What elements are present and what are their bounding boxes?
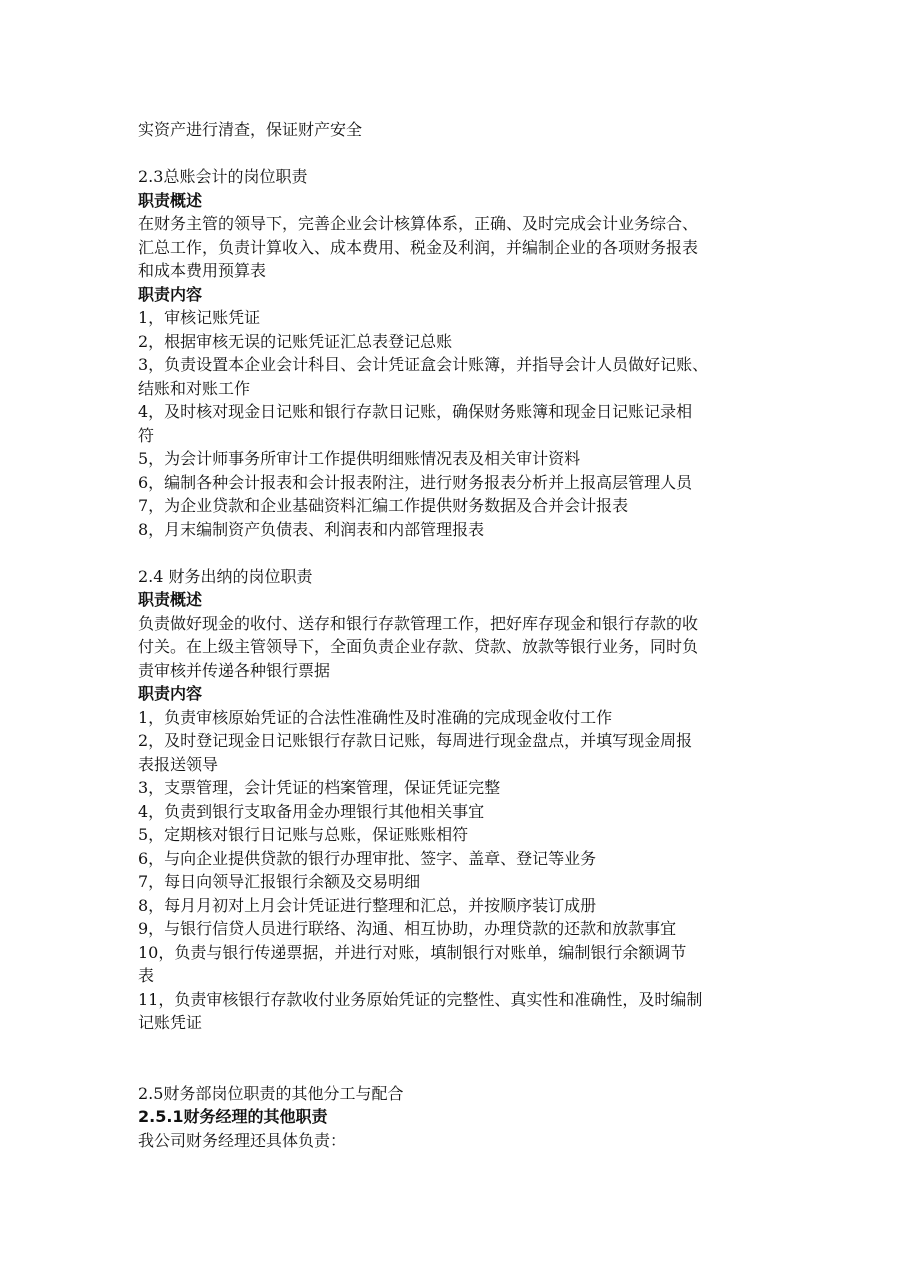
list-item: 1，负责审核原始凭证的合法性准确性及时准确的完成现金收付工作 [138,707,613,727]
list-item: 1，审核记账凭证 [138,308,261,327]
list-item: 10，负责与银行传递票据，并进行对账，填制银行对账单，编制银行余额调节 [138,942,687,962]
list-item: 4，及时核对现金日记账和银行存款日记账，确保财务账簿和现金日记账记录相 [138,402,693,421]
list-item: 记账凭证 [138,1013,203,1032]
list-item: 6，与向企业提供贷款的银行办理审批、签字、盖章、登记等业务 [138,848,597,868]
paragraph-line: 付关。在上级主管领导下，全面负责企业存款、贷款、放款等银行业务，同时负 [138,637,699,656]
document-body [138,118,788,1152]
section-2-3-overview-heading: 职责概述 [138,190,203,210]
list-item: 9，与银行信贷人员进行联络、沟通、相互协助，办理贷款的还款和放款事宜 [138,919,677,938]
list-item: 5，为会计师事务所审计工作提供明细账情况表及相关审计资料 [138,449,581,468]
list-item: 表 [138,966,155,985]
list-item: 4，负责到银行支取备用金办理银行其他相关事宜 [138,801,485,821]
paragraph-line: 在财务主管的领导下，完善企业会计核算体系，正确、及时完成会计业务综合、 [138,214,699,233]
section-2-3-content-heading: 职责内容 [138,284,203,304]
list-item: 2，及时登记现金日记账银行存款日记账，每周进行现金盘点，并填写现金周报 [138,731,693,750]
paragraph-line: 汇总工作，负责计算收入、成本费用、税金及利润，并编制企业的各项财务报表 [138,237,699,257]
section-2-5-1-heading: 2.5.1财务经理的其他职责 [138,1107,328,1126]
paragraph-line: 我公司财务经理还具体负责： [138,1130,347,1150]
list-item: 表报送领导 [138,754,219,774]
list-item: 5，定期核对银行日记账与总账，保证账账相符 [138,825,469,844]
paragraph-line: 负责做好现金的收付、送存和银行存款管理工作，把好库存现金和银行存款的收 [138,613,699,633]
list-item: 符 [138,425,155,445]
section-2-3-title: 2.3总账会计的岗位职责 [138,167,308,186]
section-2-5-title: 2.5财务部岗位职责的其他分工与配合 [138,1083,404,1103]
list-item: 11，负责审核银行存款收付业务原始凭证的完整性、真实性和准确性，及时编制 [138,989,703,1009]
list-item: 3，负责设置本企业会计科目、会计凭证盒会计账簿，并指导会计人员做好记账、 [138,355,709,374]
section-2-4-title: 2.4 财务出纳的岗位职责 [138,566,313,586]
paragraph-line: 责审核并传递各种银行票据 [138,660,331,680]
section-2-4-content-heading: 职责内容 [138,684,203,703]
list-item: 8，每月月初对上月会计凭证进行整理和汇总，并按顺序装订成册 [138,895,597,915]
list-item: 6，编制各种会计报表和会计报表附注，进行财务报表分析并上报高层管理人员 [138,472,693,492]
list-item: 2，根据审核无误的记账凭证汇总表登记总账 [138,331,453,351]
list-item: 7，为企业贷款和企业基础资料汇编工作提供财务数据及合并会计报表 [138,496,629,515]
list-item: 3，支票管理，会计凭证的档案管理，保证凭证完整 [138,778,501,797]
section-2-4-overview-heading: 职责概述 [138,590,203,609]
list-item: 结账和对账工作 [138,378,251,398]
list-item: 8，月末编制资产负债表、利润表和内部管理报表 [138,519,485,539]
paragraph-line: 和成本费用预算表 [138,261,267,280]
intro-line: 实资产进行清查，保证财产安全 [138,120,363,139]
list-item: 7，每日向领导汇报银行余额及交易明细 [138,872,421,891]
